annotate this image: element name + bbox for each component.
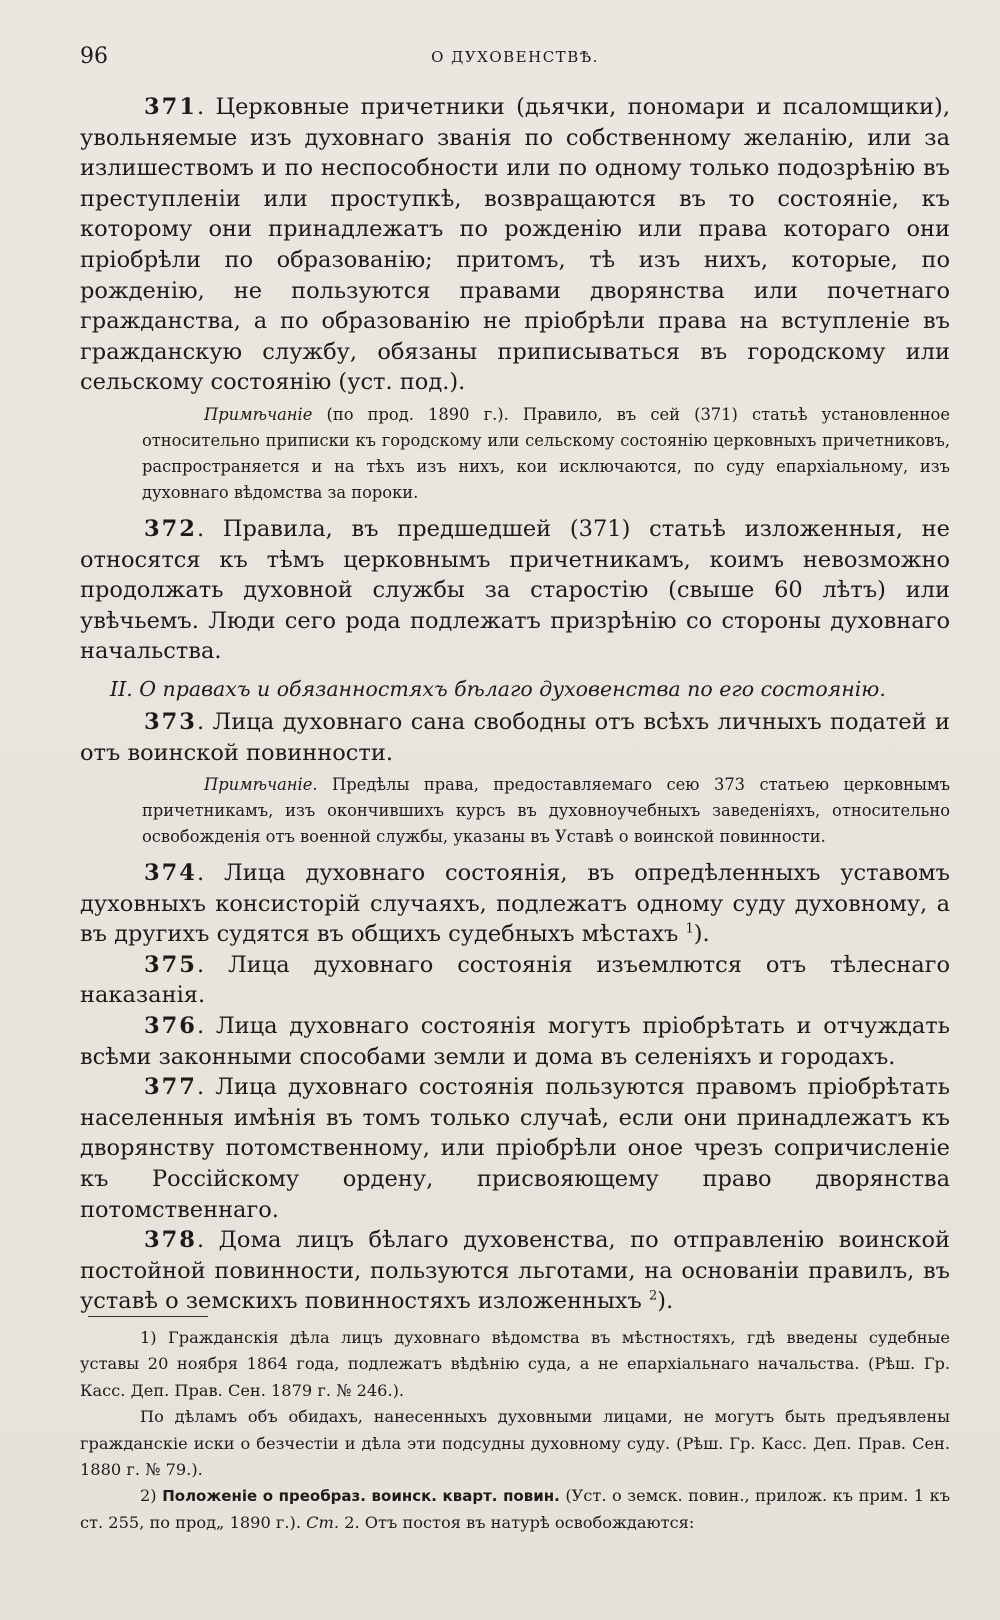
- footnote-rule: [88, 1316, 208, 1317]
- footnote-ref: 2: [649, 1288, 658, 1304]
- footnote-text: По дѣламъ объ обидахъ, нанесенныхъ духовными лицами, не могутъ быть предъявлены гражданскіе иски о безчестіи и дѣла эти подсудны духовному суду. (Рѣш. Гр. Касс. Деп. Прав. Сен. 1880 г. № 79.).: [80, 1407, 950, 1480]
- footnote-2: [80, 1483, 950, 1536]
- article-371: [80, 92, 950, 398]
- article-text: . Лица духовнаго состоянія изъемлются отъ тѣлеснаго наказанія.: [80, 951, 950, 1009]
- article-text: . Лица духовнаго состоянія могутъ пріобрѣтать и отчуждать всѣми законными способами земли и дома въ селеніяхъ и городахъ.: [80, 1013, 950, 1070]
- footnote-text: (Уст. о земск. повин., прилож. къ прим. 1 къ ст. 255, по прод„ 1890 г.).: [80, 1486, 950, 1532]
- footnote-1: [80, 1325, 950, 1404]
- article-text: . Правила, въ предшедшей (371) статьѣ изложенныя, не относятся къ тѣмъ церковнымъ причетникамъ, коимъ невозможно продолжать духовной службы за старостію (свыше 60 лѣтъ) или увѣчьемъ. Люди сего рода подлежатъ призрѣнію со стороны духовнаго начальства.: [80, 515, 950, 665]
- page-number: 96: [80, 44, 108, 69]
- footnotes: [80, 1316, 950, 1536]
- article-text-tail: ).: [693, 921, 710, 948]
- article-375: [80, 950, 950, 1011]
- article-text-tail: ).: [657, 1288, 674, 1315]
- article-373: [80, 707, 950, 768]
- article-number: 376: [144, 1013, 197, 1040]
- footnote-mark: 1): [140, 1328, 157, 1347]
- note-label: Примѣчаніе: [204, 775, 313, 795]
- footnote-ref: 1: [685, 921, 694, 937]
- footnote-text: Гражданскія дѣла лицъ духовнаго вѣдомства въ мѣстностяхъ, гдѣ введены судебные уставы 20 ноября 1864 года, подлежатъ вѣдѣнію суда, а не епархіальнаго начальства. (Рѣш. Гр. Касс. Деп. Прав. Сен. 1879 г. № 246.).: [80, 1328, 950, 1400]
- footnote-source-title: Положеніе о преобраз. воинск. кварт. повин.: [156, 1487, 560, 1506]
- article-378: [80, 1225, 950, 1317]
- note-text: (по прод. 1890 г.). Правило, въ сей (371) статьѣ установленное относительно приписки къ городскому или сельскому состоянію церковныхъ причетниковъ, распространяется и на тѣхъ изъ нихъ, кои исключаются, по суду епархіальному, изъ духовнаго вѣдомства за пороки.: [142, 404, 950, 502]
- running-title: О ДУХОВЕНСТВѢ.: [431, 48, 599, 66]
- article-number: 378: [144, 1227, 197, 1254]
- section-heading: II. О правахъ и обязанностяхъ бѣлаго духовенства по его состоянію.: [110, 676, 886, 701]
- article-374: [80, 858, 950, 950]
- article-number: 371: [144, 94, 197, 120]
- article-text: . Лица духовнаго состоянія пользуются правомъ пріобрѣтать населенныя имѣнія въ томъ только случаѣ, если они принадлежатъ къ дворянству потомственному, или пріобрѣли оное чрезъ сопричисленіе къ Россійскому ордену, присвояющему право дворянства потомственнаго.: [80, 1074, 950, 1223]
- note-text: . Предѣлы права, предоставляемаго сею 373 статьею церковнымъ причетникамъ, изъ окончившихъ курсъ въ духовноучебныхъ заведеніяхъ, относительно освобожденія отъ военной службы, указаны въ Уставѣ о воинской повинности.: [142, 775, 950, 847]
- note-371: [142, 402, 950, 506]
- article-376: [80, 1011, 950, 1072]
- article-377: [80, 1072, 950, 1225]
- footnote-1-continued: [80, 1404, 950, 1483]
- note-label: Примѣчаніе: [204, 404, 313, 424]
- article-number: 372: [144, 515, 197, 542]
- page-header: [80, 44, 950, 74]
- main-text: [80, 92, 950, 1317]
- article-number: 377: [144, 1074, 197, 1101]
- article-number: 373: [144, 708, 197, 735]
- article-text: . Церковные причетники (дьячки, пономари и псаломщики), увольняемые изъ духовнаго званія по собственному желанію, или за излишествомъ и по неспособности или по одному только подозрѣнію въ преступленіи или проступкѣ, возвращаются въ то состояніе, къ которому они принадлежатъ по рожденію или права котораго они пріобрѣли по образованію; притомъ, тѣ изъ нихъ, которые, по рожденію, не пользуются правами дворянства или почетнаго гражданства, а по образованію не пріобрѣли права на вступленіе въ гражданскую службу, обязаны приписываться въ городскому или сельскому состоянію (уст. под.).: [80, 94, 950, 396]
- article-number: 374: [144, 860, 197, 887]
- footnote-italic: Ст.: [306, 1512, 340, 1532]
- article-text: . Дома лицъ бѣлаго духовенства, по отправленію воинской постойной повинности, пользуются льготами, на основаніи правилъ, въ уставѣ о земскихъ повинностяхъ изложенныхъ: [80, 1227, 950, 1315]
- article-372: [80, 514, 950, 667]
- footnote-mark: 2): [140, 1486, 157, 1506]
- article-text: . Лица духовнаго сана свободны отъ всѣхъ личныхъ податей и отъ воинской повинности.: [80, 708, 950, 766]
- footnote-tail: 2. Отъ постоя въ натурѣ освобождаются:: [339, 1512, 695, 1532]
- article-number: 375: [144, 951, 197, 978]
- note-373: [142, 772, 950, 850]
- article-text: . Лица духовнаго состоянія, въ опредѣленныхъ уставомъ духовныхъ консисторій случаяхъ, подлежатъ одному суду духовному, а въ другихъ судятся въ общихъ судебныхъ мѣстахъ: [80, 860, 950, 948]
